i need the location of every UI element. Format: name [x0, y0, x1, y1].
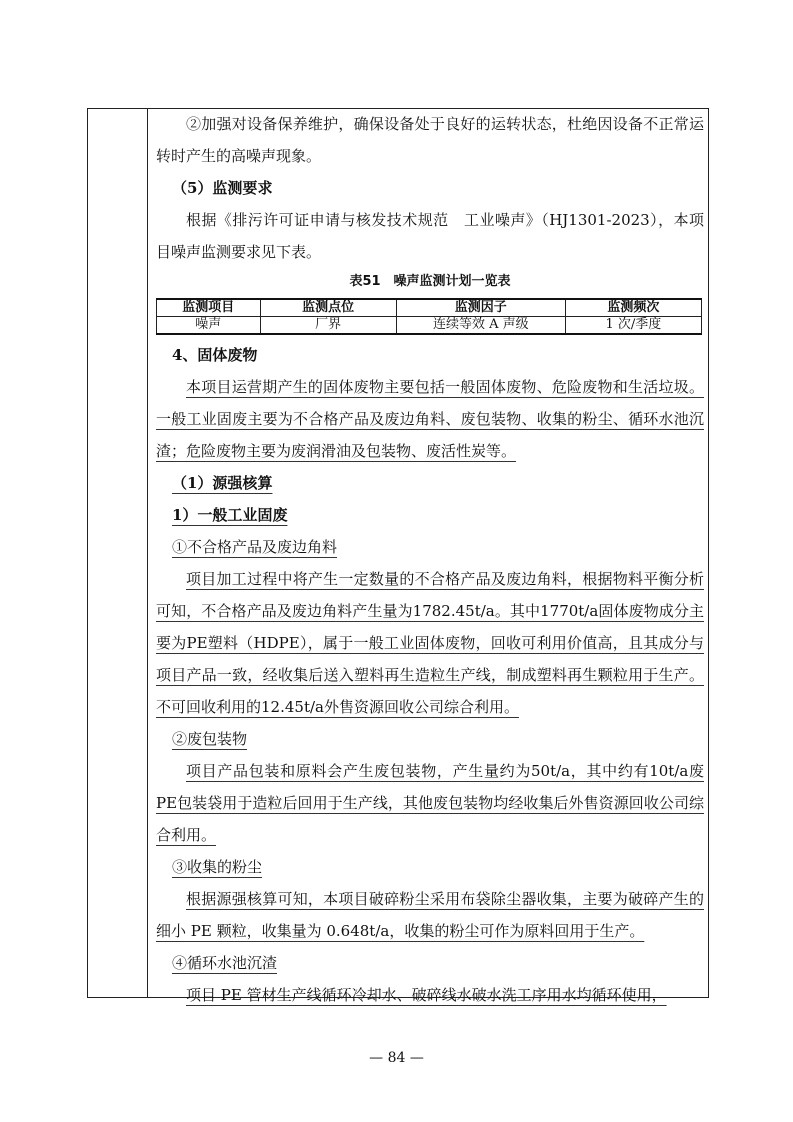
item-packaging-title: ②废包装物 [172, 730, 248, 748]
table-cell: 厂界 [260, 317, 396, 335]
item-sediment-text: 项目 PE 管材生产线循环冷却水、破碎线水破水洗工序用水均循环使用， [186, 986, 667, 1004]
heading-solid-waste: 4、固体废物 [172, 346, 258, 364]
item2-title-wrap [156, 723, 704, 755]
paragraph-solid-waste: 本项目运营期产生的固体废物主要包括一般固体废物、危险废物和生活垃圾。一般工业固废主要为不合格产品及废边角料、废包装物、收集的粉尘、循环水池沉渣；危险废物主要为废润滑油及包装物、废活性炭等。 [156, 378, 704, 460]
table-header-cell: 监测点位 [260, 299, 396, 317]
item-sediment-title: ④循环水池沉渣 [172, 954, 278, 972]
heading-general-industrial-waste: 1）一般工业固废 [172, 506, 288, 524]
heading-source-calculation: （1）源强核算 [172, 474, 273, 492]
page-number: — 84 — [369, 1050, 424, 1066]
table-cell: 噪声 [157, 317, 261, 335]
table-caption: 表51 噪声监测计划一览表 [349, 274, 511, 289]
item4-title-wrap [156, 947, 704, 979]
item-dust-text: 根据源强核算可知，本项目破碎粉尘采用布袋除尘器收集，主要为破碎产生的细小 PE 颗粒，收集量为 0.648t/a，收集的粉尘可作为原料回用于生产。 [156, 890, 704, 940]
item-defective-products-title: ①不合格产品及废边角料 [172, 538, 338, 556]
table-cell: 连续等效 A 声级 [396, 317, 565, 335]
table-row [157, 317, 702, 335]
item1-title-wrap [156, 531, 704, 563]
frame-divider [147, 109, 148, 997]
item-dust-title: ③收集的粉尘 [172, 858, 263, 876]
item-defective-products-text: 项目加工过程中将产生一定数量的不合格产品及废边角料，根据物料平衡分析可知，不合格产品及废边角料产生量为1782.45t/a。其中1770t/a固体废物成分主要为PE塑料（HDPE），属于一般工业固体废物，回收可利用价值高，且其成分与项目产品一致，经收集后送入塑料再生造粒生产线，制成塑料再生颗粒用于生产。不可回收利用的12.45t/a外售资源回收公司综合利用。 [156, 570, 704, 716]
item-packaging-text: 项目产品包装和原料会产生废包装物，产生量约为50t/a，其中约有10t/a废PE包装袋用于造粒后回用于生产线，其他废包装物均经收集后外售资源回收公司综合利用。 [156, 762, 704, 844]
paragraph-maintenance: ②加强对设备保养维护，确保设备处于良好的运转状态，杜绝因设备不正常运转时产生的高噪声现象。 [156, 115, 704, 165]
table-header-cell: 监测频次 [565, 299, 701, 317]
table-header-cell: 监测因子 [396, 299, 565, 317]
heading-source-wrap [156, 467, 704, 499]
item3-text-wrap [156, 883, 704, 947]
item1-text-wrap [156, 563, 704, 723]
item2-text-wrap [156, 755, 704, 851]
noise-monitoring-table [156, 298, 702, 335]
heading-monitoring: （5）监测要求 [172, 179, 273, 197]
item4-text-wrap [156, 979, 704, 1011]
document-body [156, 108, 704, 1011]
paragraph-monitoring-basis: 根据《排污许可证申请与核发技术规范 工业噪声》（HJ1301-2023），本项目噪声监测要求见下表。 [156, 211, 704, 261]
table-header-cell: 监测项目 [157, 299, 261, 317]
paragraph-solid-waste-wrap [156, 371, 704, 467]
heading-general-wrap [156, 499, 704, 531]
table-cell: 1 次/季度 [565, 317, 701, 335]
item3-title-wrap [156, 851, 704, 883]
table-header-row [157, 299, 702, 317]
